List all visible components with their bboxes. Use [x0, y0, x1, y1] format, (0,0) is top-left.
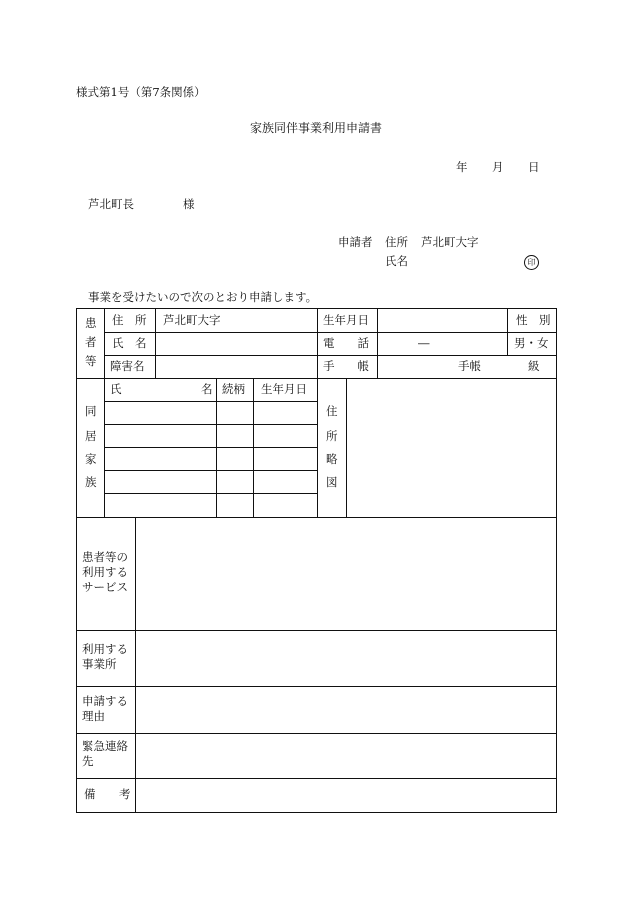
patient-section-char: 患 — [85, 316, 97, 330]
patient-birth-field[interactable] — [378, 309, 507, 332]
family-col-birth: 生年月日 — [261, 382, 307, 396]
office-field[interactable] — [136, 631, 556, 686]
addressee: 芦北町長 — [88, 197, 134, 211]
family-col-name-1: 氏 — [110, 382, 122, 396]
intro-text: 事業を受けたいので次のとおり申請します。 — [88, 290, 318, 304]
patient-section-char: 等 — [85, 354, 97, 368]
patient-handbook-value: 手帳 — [458, 359, 481, 373]
patient-phone-label: 電 話 — [323, 336, 369, 350]
patient-section-char: 者 — [85, 335, 97, 349]
patient-name-field[interactable] — [156, 333, 317, 355]
patient-gender-value: 男・女 — [514, 336, 549, 350]
emergency-field[interactable] — [136, 734, 556, 778]
patient-address-value: 芦北町大字 — [163, 313, 221, 327]
patient-gender-label: 性 別 — [516, 313, 551, 327]
date-year-label: 年 — [456, 160, 468, 174]
form-number: 様式第1号（第7条関係） — [76, 85, 206, 99]
map-char: 所 — [326, 429, 338, 443]
family-section-char: 族 — [85, 475, 97, 489]
patient-disability-field[interactable] — [156, 356, 317, 378]
patient-birth-label: 生年月日 — [323, 313, 369, 327]
family-section-char: 家 — [85, 452, 97, 466]
family-section-char: 同 — [85, 404, 97, 418]
date-month-label: 月 — [492, 160, 504, 174]
patient-name-label: 氏 名 — [112, 336, 147, 350]
page-title: 家族同伴事業利用申請書 — [250, 121, 383, 135]
date-day-label: 日 — [528, 160, 540, 174]
address-map-area[interactable] — [347, 379, 556, 517]
emergency-label-line: 先 — [82, 754, 94, 768]
applicant-address-label: 住所 — [385, 235, 408, 249]
patient-address-label: 住 所 — [112, 313, 147, 327]
patient-phone-dash: ― — [418, 336, 430, 350]
family-rows-area[interactable] — [105, 402, 317, 517]
family-col-name-2: 名 — [201, 382, 213, 396]
seal-mark: 印 — [524, 255, 539, 270]
office-label-line: 事業所 — [82, 657, 117, 671]
services-field[interactable] — [136, 518, 556, 630]
applicant-label: 申請者 — [338, 235, 373, 249]
honorific: 様 — [183, 197, 195, 211]
map-char: 略 — [326, 452, 338, 466]
remarks-field[interactable] — [136, 779, 556, 812]
patient-handbook-label: 手 帳 — [323, 359, 369, 373]
reason-label-line: 理由 — [82, 709, 105, 723]
map-char: 図 — [326, 475, 338, 489]
reason-label-line: 申請する — [82, 694, 128, 708]
services-label-line: 利用する — [82, 565, 128, 579]
applicant-address-value: 芦北町大字 — [421, 235, 479, 249]
map-char: 住 — [326, 404, 338, 418]
family-col-relation: 続柄 — [222, 382, 245, 396]
remarks-label-2: 考 — [119, 787, 131, 801]
family-section-char: 居 — [85, 429, 97, 443]
patient-disability-label: 障害名 — [110, 359, 145, 373]
reason-field[interactable] — [136, 687, 556, 733]
patient-grade-label: 級 — [528, 359, 540, 373]
office-label-line: 利用する — [82, 642, 128, 656]
services-label-line: サービス — [82, 580, 128, 594]
applicant-name-label: 氏名 — [385, 254, 408, 268]
emergency-label-line: 緊急連絡 — [82, 739, 128, 753]
remarks-label-1: 備 — [84, 787, 96, 801]
services-label-line: 患者等の — [82, 550, 128, 564]
